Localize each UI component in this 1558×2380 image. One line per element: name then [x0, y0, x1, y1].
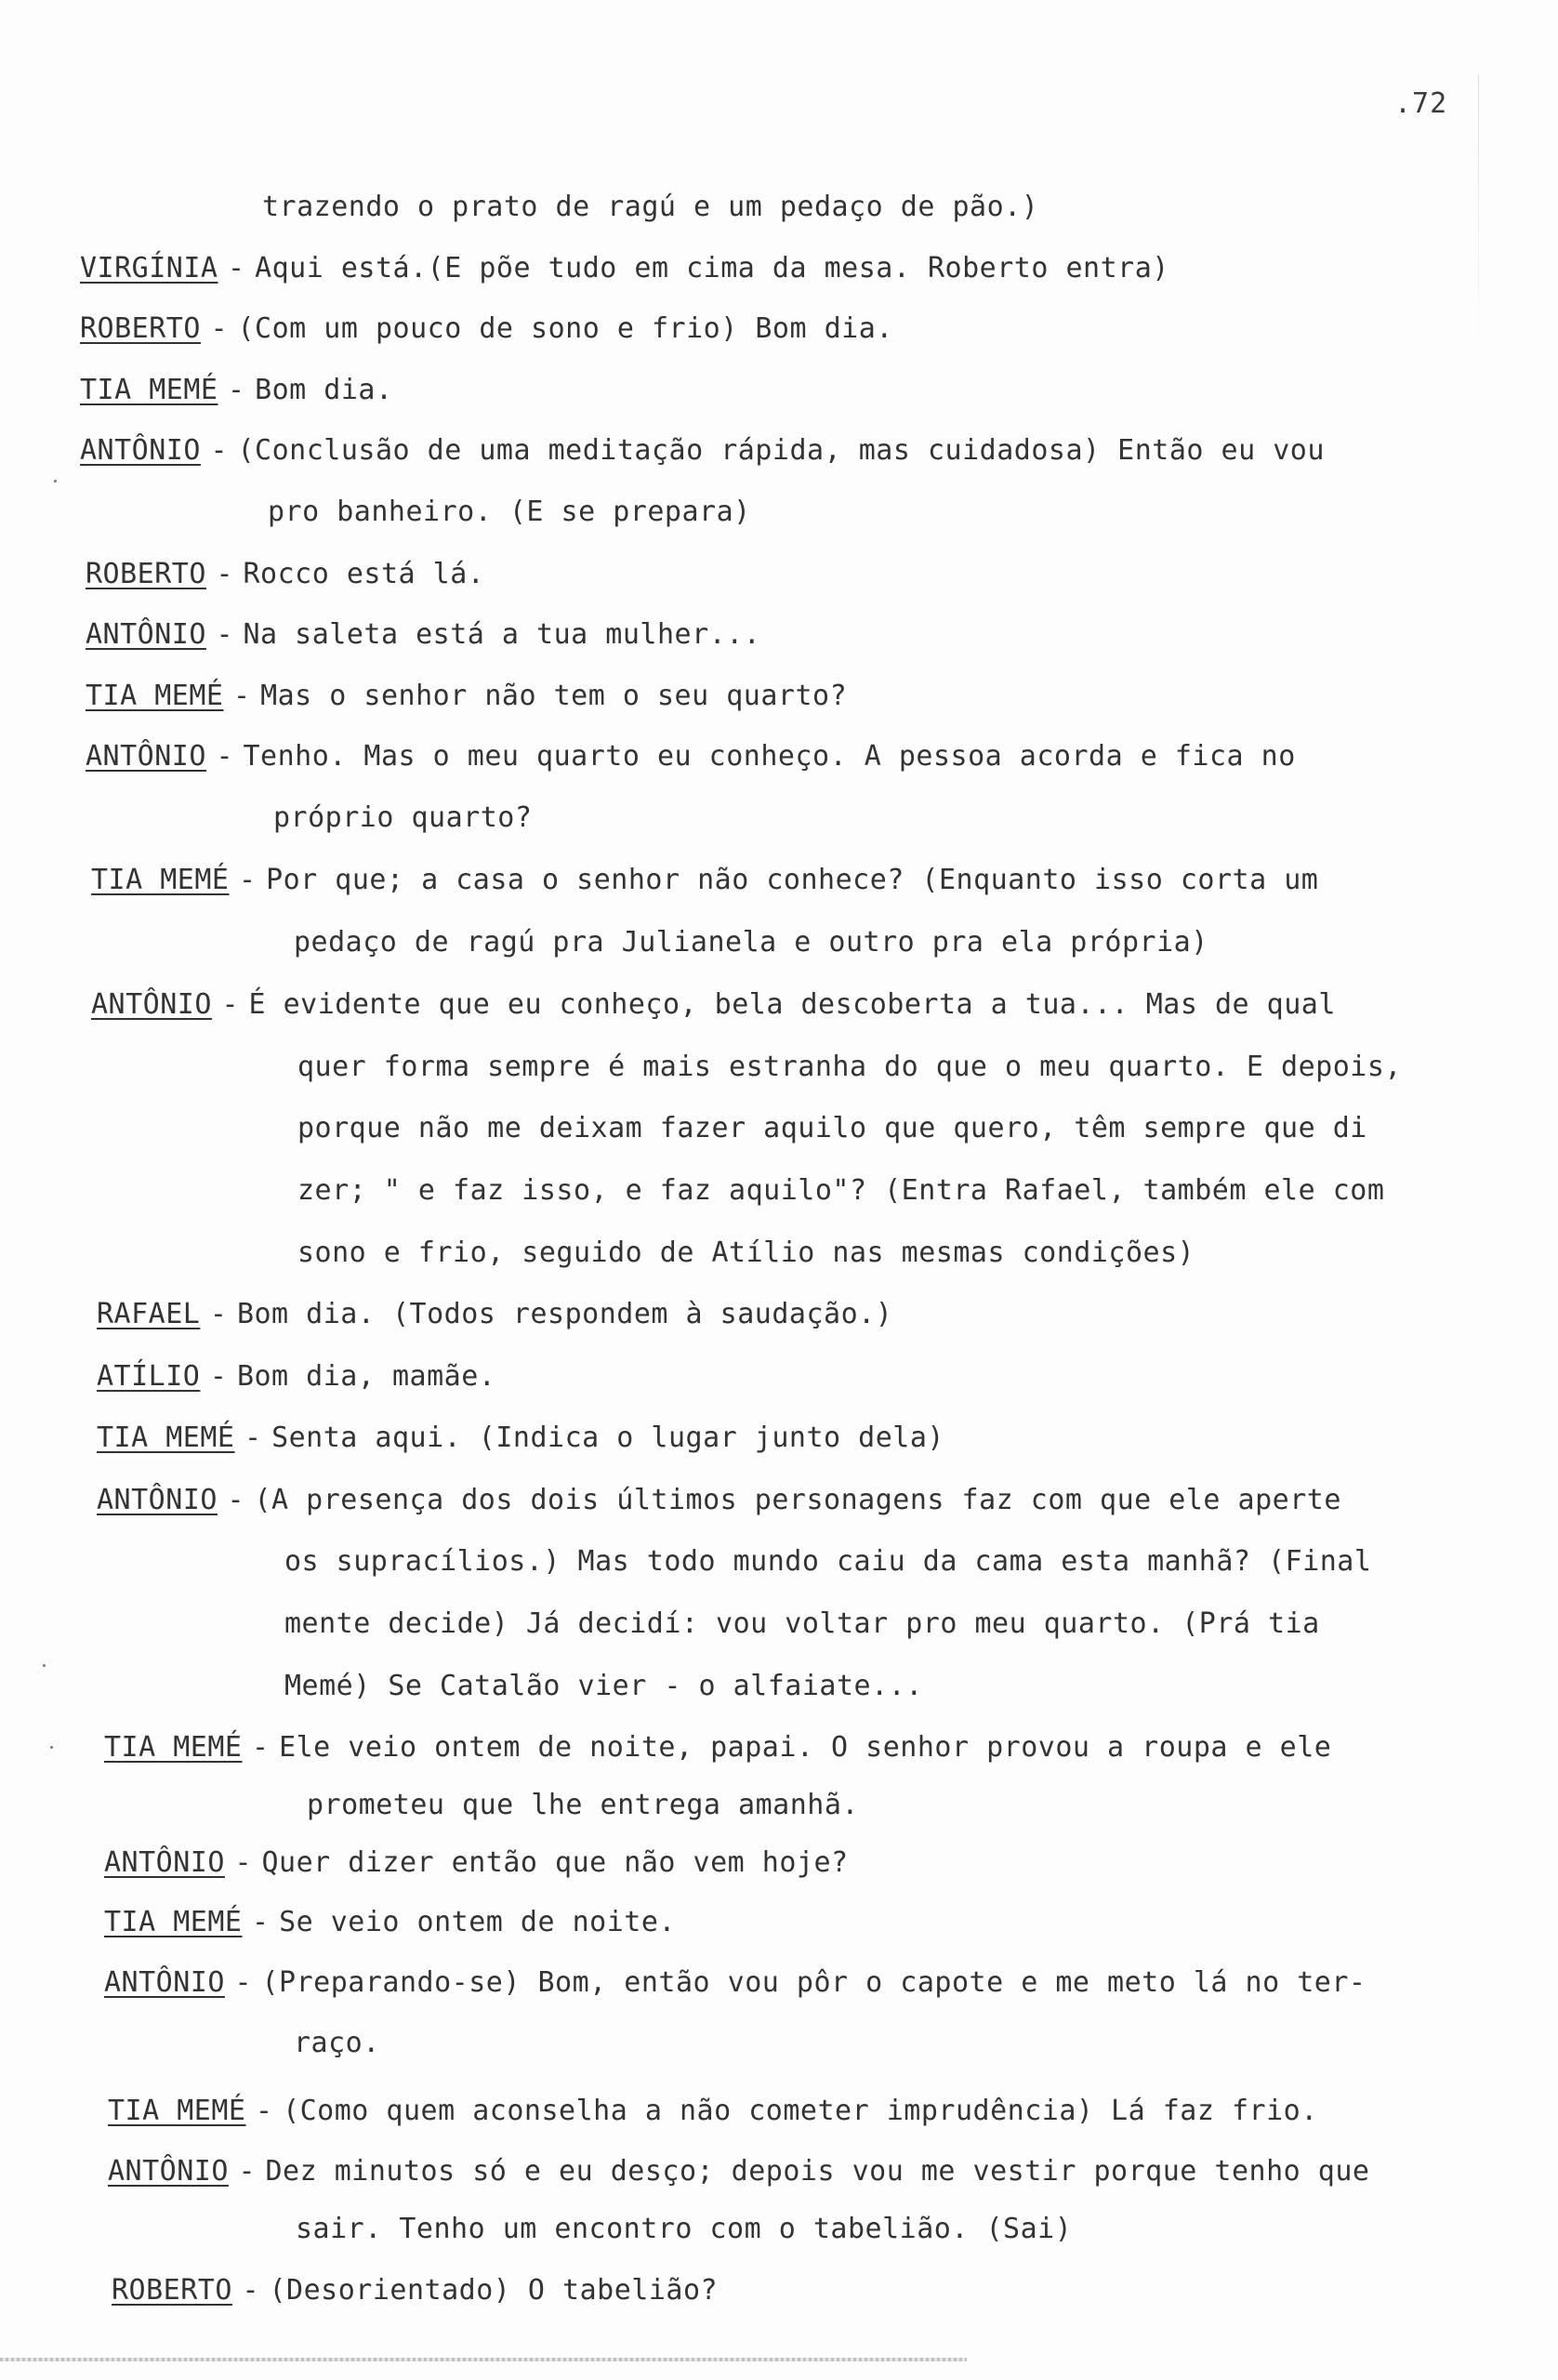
- speaker-dash: -: [244, 1421, 262, 1454]
- dialogue-line: [97, 1484, 1341, 1517]
- speaker-dash: -: [209, 1360, 228, 1393]
- speaker-dash: -: [234, 1966, 252, 1999]
- speaker-dash: -: [239, 864, 257, 896]
- line-text: os supracílios.) Mas todo mundo caiu da cama esta manhã? (Final: [284, 1545, 1372, 1578]
- line-text: raço.: [294, 2027, 380, 2059]
- dialogue-line: [97, 1360, 495, 1394]
- speaker-name: ROBERTO: [80, 312, 201, 345]
- continuation-line: [262, 191, 1038, 224]
- scan-speck: [43, 1664, 46, 1667]
- line-text: Bom dia. (Todos respondem à saudação.): [236, 1298, 893, 1330]
- dialogue-line: [80, 252, 1169, 285]
- line-text: Memé) Se Catalão vier - o alfaiate...: [284, 1670, 923, 1702]
- speaker-dash: -: [209, 1298, 228, 1330]
- line-text: Rocco está lá.: [243, 558, 485, 590]
- line-text: sono e frio, seguido de Atílio nas mesmas condições): [297, 1236, 1195, 1269]
- page-number: .72: [1394, 87, 1448, 120]
- speaker-name: ANTÔNIO: [86, 740, 206, 773]
- speaker-dash: -: [216, 558, 233, 590]
- speaker-dash: -: [233, 680, 251, 712]
- line-text: quer forma sempre é mais estranha do que o meu quarto. E depois,: [297, 1051, 1402, 1083]
- continuation-line: [297, 1112, 1367, 1145]
- speaker-name: TIA MEMÉ: [104, 1731, 243, 1764]
- continuation-line: [297, 1174, 1384, 1208]
- speaker-name: TIA MEMÉ: [104, 1906, 243, 1938]
- speaker-name: TIA MEMÉ: [86, 680, 224, 712]
- speaker-dash: -: [210, 434, 228, 467]
- dialogue-line: [86, 558, 484, 591]
- speaker-dash: -: [227, 1484, 244, 1516]
- speaker-name: TIA MEMÉ: [91, 864, 230, 896]
- speaker-name: ANTÔNIO: [97, 1484, 218, 1516]
- line-text: Mas o senhor não tem o seu quarto?: [260, 680, 848, 712]
- speaker-name: TIA MEMÉ: [80, 374, 218, 406]
- speaker-name: ROBERTO: [86, 558, 206, 590]
- scan-speck: [54, 480, 57, 483]
- speaker-dash: -: [238, 2155, 256, 2188]
- speaker-dash: -: [252, 1906, 270, 1938]
- dialogue-line: [104, 1966, 1366, 2000]
- speaker-name: ANTÔNIO: [108, 2155, 229, 2188]
- dialogue-line: [80, 374, 393, 407]
- line-text: (A presença dos dois últimos personagens faz com que ele aperte: [254, 1484, 1341, 1516]
- speaker-name: ROBERTO: [112, 2274, 232, 2307]
- continuation-line: [294, 2027, 380, 2060]
- line-text: Ele veio ontem de noite, papai. O senhor provou a roupa e ele: [279, 1731, 1332, 1764]
- speaker-name: VIRGÍNIA: [80, 252, 218, 284]
- continuation-line: [284, 1545, 1371, 1579]
- speaker-dash: -: [256, 2095, 273, 2127]
- speaker-dash: -: [216, 618, 233, 651]
- dialogue-line: [80, 434, 1325, 468]
- line-text: próprio quarto?: [273, 801, 533, 834]
- line-text: pedaço de ragú pra Julianela e outro pra ela própria): [294, 926, 1208, 959]
- continuation-line: [294, 926, 1208, 959]
- line-text: Quer dizer então que não vem hoje?: [261, 1846, 849, 1879]
- line-text: Senta aqui. (Indica o lugar junto dela): [271, 1421, 944, 1454]
- speaker-name: RAFAEL: [97, 1298, 201, 1330]
- continuation-line: [284, 1670, 923, 1703]
- speaker-name: ANTÔNIO: [86, 618, 206, 651]
- line-text: Tenho. Mas o meu quarto eu conheço. A pessoa acorda e fica no: [243, 740, 1296, 773]
- speaker-dash: -: [252, 1731, 270, 1764]
- dialogue-line: [91, 864, 1318, 897]
- dialogue-line: [86, 618, 760, 652]
- continuation-line: [273, 801, 532, 835]
- scan-margin-shadow: [1478, 74, 1479, 353]
- line-text: Aqui está.(E põe tudo em cima da mesa. Roberto entra): [255, 252, 1169, 284]
- speaker-dash: -: [228, 374, 245, 406]
- speaker-dash: -: [228, 252, 245, 284]
- dialogue-line: [80, 312, 893, 346]
- speaker-dash: -: [234, 1846, 252, 1879]
- continuation-line: [297, 1051, 1402, 1084]
- dialogue-line: [97, 1421, 944, 1455]
- dialogue-line: [86, 740, 1296, 774]
- continuation-line: [297, 1236, 1195, 1270]
- line-text: (Como quem aconselha a não cometer imprudência) Lá faz frio.: [283, 2095, 1318, 2127]
- line-text: (Desorientado) O tabelião?: [269, 2274, 719, 2307]
- speaker-name: ATÍLIO: [97, 1360, 201, 1393]
- speaker-name: ANTÔNIO: [91, 988, 212, 1021]
- continuation-line: [268, 496, 751, 529]
- dialogue-line: [108, 2155, 1369, 2188]
- dialogue-line: [97, 1298, 892, 1331]
- line-text: prometeu que lhe entrega amanhã.: [307, 1789, 859, 1821]
- dialogue-line: [104, 1846, 849, 1880]
- speaker-dash: -: [210, 312, 228, 345]
- line-text: (Conclusão de uma meditação rápida, mas cuidadosa) Então eu vou: [237, 434, 1325, 467]
- line-text: Dez minutos só e eu desço; depois vou me vestir porque tenho que: [265, 2155, 1370, 2188]
- speaker-name: ANTÔNIO: [80, 434, 201, 467]
- line-text: sair. Tenho um encontro com o tabelião. (Sai): [296, 2213, 1073, 2245]
- line-text: Por que; a casa o senhor não conhece? (Enquanto isso corta um: [266, 864, 1319, 896]
- dialogue-line: [91, 988, 1336, 1022]
- line-text: (Com um pouco de sono e frio) Bom dia.: [237, 312, 893, 345]
- line-text: pro banheiro. (E se prepara): [268, 496, 751, 528]
- line-text: (Preparando-se) Bom, então vou pôr o capote e me meto lá no ter-: [261, 1966, 1367, 1999]
- continuation-line: [284, 1607, 1320, 1641]
- scan-speck: [50, 1746, 53, 1749]
- speaker-name: ANTÔNIO: [104, 1966, 225, 1999]
- line-text: Bom dia, mamãe.: [236, 1360, 496, 1393]
- speaker-name: ANTÔNIO: [104, 1846, 225, 1879]
- dialogue-line: [104, 1906, 676, 1939]
- dialogue-line: [108, 2095, 1318, 2128]
- continuation-line: [296, 2213, 1072, 2246]
- speaker-name: TIA MEMÉ: [108, 2095, 246, 2127]
- line-text: trazendo o prato de ragú e um pedaço de pão.): [262, 191, 1039, 223]
- line-text: É evidente que eu conheço, bela descoberta a tua... Mas de qual: [248, 988, 1336, 1021]
- line-text: porque não me deixam fazer aquilo que quero, têm sempre que di: [297, 1112, 1367, 1144]
- speaker-dash: -: [216, 740, 233, 773]
- speaker-dash: -: [242, 2274, 259, 2307]
- dialogue-line: [104, 1731, 1331, 1765]
- line-text: Bom dia.: [255, 374, 393, 406]
- speaker-name: TIA MEMÉ: [97, 1421, 235, 1454]
- line-text: zer; " e faz isso, e faz aquilo"? (Entra Rafael, também ele com: [297, 1174, 1385, 1207]
- line-text: mente decide) Já decidí: vou voltar pro meu quarto. (Prá tia: [284, 1607, 1320, 1640]
- continuation-line: [307, 1789, 859, 1822]
- line-text: Na saleta está a tua mulher...: [243, 618, 761, 651]
- dialogue-line: [86, 680, 847, 713]
- speaker-dash: -: [221, 988, 239, 1021]
- line-text: Se veio ontem de noite.: [279, 1906, 676, 1938]
- dialogue-line: [112, 2274, 718, 2307]
- scan-bottom-edge: [0, 2358, 967, 2361]
